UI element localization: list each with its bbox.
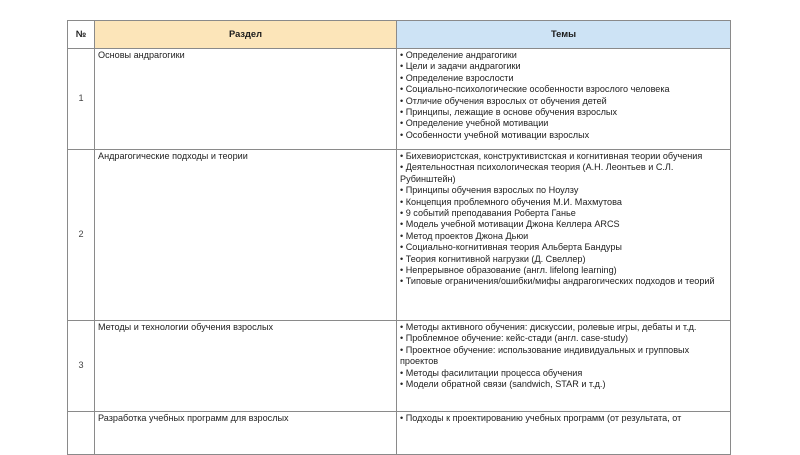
topics-cell bbox=[397, 321, 731, 412]
topic-item: • Подходы к проектированию учебных программ (от результата, от bbox=[400, 413, 682, 423]
topic-item: • Определение андрагогики bbox=[400, 50, 517, 60]
topic-item: • Определение взрослости bbox=[400, 72, 514, 83]
column-header-number: № bbox=[68, 21, 95, 49]
topic-item: • Теория когнитивной нагрузки (Д. Свеллер) bbox=[400, 253, 586, 264]
topic-item: • Социально-психологические особенности взрослого человека bbox=[400, 84, 670, 95]
column-header-section: Раздел bbox=[95, 21, 397, 49]
topic-item: • Модель учебной мотивации Джона Келлера ARCS bbox=[400, 219, 620, 230]
table-row bbox=[68, 150, 731, 321]
section-name: Основы андрагогики bbox=[95, 49, 397, 150]
section-name: Андрагогические подходы и теории bbox=[95, 150, 397, 321]
row-number: 1 bbox=[68, 49, 95, 150]
topic-item: • Непрерывное образование (англ. lifelong learning) bbox=[400, 265, 617, 276]
topics-cell bbox=[397, 150, 731, 321]
row-number bbox=[68, 412, 95, 455]
topic-item: • Цели и задачи андрагогики bbox=[400, 61, 521, 72]
topics-cell bbox=[397, 412, 731, 455]
document-page bbox=[67, 20, 730, 455]
topic-item: • 9 событий преподавания Роберта Ганье bbox=[400, 208, 576, 219]
topic-item: • Особенности учебной мотивации взрослых bbox=[400, 129, 590, 140]
topic-item: • Методы фасилитации процесса обучения bbox=[400, 367, 583, 378]
table-row bbox=[68, 412, 731, 455]
column-header-topics: Темы bbox=[397, 21, 731, 49]
topic-item: • Типовые ограничения/ошибки/мифы андрагогических подходов и теорий bbox=[400, 276, 715, 287]
table-row bbox=[68, 49, 731, 150]
topic-item: • Бихевиористская, конструктивистская и когнитивная теории обучения bbox=[400, 151, 703, 161]
topic-item: • Деятельностная психологическая теория (А.Н. Леонтьев и С.Л. Рубинштейн) bbox=[400, 162, 674, 184]
topics-cell bbox=[397, 49, 731, 150]
topic-item: • Принципы обучения взрослых по Ноулзу bbox=[400, 185, 579, 196]
table-row bbox=[68, 321, 731, 412]
topic-item: • Методы активного обучения: дискуссии, ролевые игры, дебаты и т.д. bbox=[400, 322, 697, 332]
topic-item: • Концепция проблемного обучения М.И. Махмутова bbox=[400, 196, 622, 207]
section-name: Разработка учебных программ для взрослых bbox=[95, 412, 397, 455]
topic-item: • Определение учебной мотивации bbox=[400, 118, 549, 129]
topic-item: • Метод проектов Джона Дьюи bbox=[400, 230, 529, 241]
row-number: 2 bbox=[68, 150, 95, 321]
topic-item: • Проектное обучение: использование индивидуальных и групповых проектов bbox=[400, 344, 690, 367]
topic-item: • Проблемное обучение: кейс-стади (англ. case-study) bbox=[400, 333, 629, 344]
topic-item: • Отличие обучения взрослых от обучения детей bbox=[400, 95, 607, 106]
topic-item: • Социально-когнитивная теория Альберта Бандуры bbox=[400, 242, 622, 253]
topic-item: • Принципы, лежащие в основе обучения взрослых bbox=[400, 107, 618, 118]
table-header-row bbox=[68, 21, 731, 49]
row-number: 3 bbox=[68, 321, 95, 412]
section-name: Методы и технологии обучения взрослых bbox=[95, 321, 397, 412]
topic-item: • Модели обратной связи (sandwich, STAR и т.д.) bbox=[400, 379, 606, 390]
curriculum-table bbox=[67, 20, 731, 455]
